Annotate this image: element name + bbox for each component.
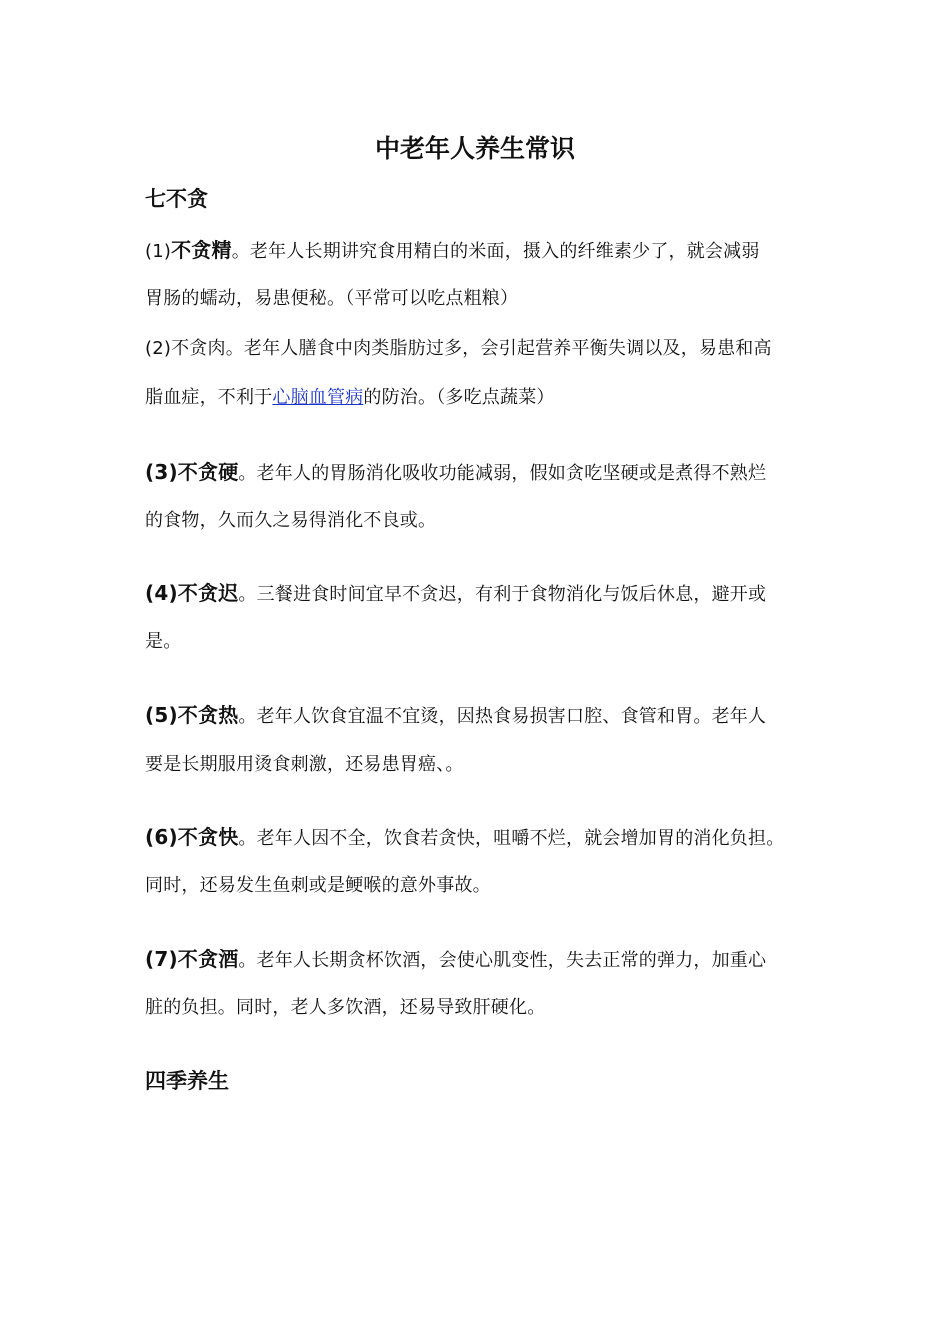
item-7-lead: (7)不贪酒 — [145, 947, 239, 971]
item-1-line-1 — [145, 236, 760, 266]
item-3-lead: (3)不贪硬 — [145, 460, 239, 484]
item-2-line-2 — [145, 384, 555, 412]
document-title: 中老年人养生常识 — [374, 134, 575, 163]
item-1-line-2: 胃肠的蠕动，易患便秘。（平常可以吃点粗粮） — [145, 288, 519, 309]
item-5-line-2: 要是长期服用烫食刺激，还易患胃癌、。 — [145, 754, 464, 775]
item-7-line-1 — [145, 945, 766, 975]
section-heading-seven-nots: 七不贪 — [145, 187, 208, 211]
item-2-suffix: 的防治。（多吃点蔬菜） — [363, 387, 555, 408]
item-7-line-2: 脏的负担。同时，老人多饮酒，还易导致肝硬化。 — [145, 997, 546, 1018]
item-1-text-1: 。老年人长期讲究食用精白的米面，摄入的纤维素少了，就会减弱 — [231, 241, 760, 262]
item-7-text-1: 。老年人长期贪杯饮酒，会使心肌变性，失去正常的弹力，加重心 — [238, 950, 767, 971]
item-3-line-2: 的食物，久而久之易得消化不良或。 — [145, 510, 437, 531]
item-3-line-1 — [145, 458, 766, 488]
item-6-line-1 — [145, 823, 784, 853]
item-4-line-1 — [145, 579, 766, 609]
item-2-prefix: 脂血症，不利于 — [145, 387, 273, 408]
item-2-line-1: (2)不贪肉。老年人膳食中肉类脂肪过多，会引起营养平衡失调以及，易患和高 — [145, 338, 772, 359]
item-6-line-2: 同时，还易发生鱼刺或是鲠喉的意外事故。 — [145, 875, 491, 896]
item-5-lead: (5)不贪热 — [145, 703, 239, 727]
item-4-line-2: 是。 — [145, 631, 182, 652]
item-4-text-1: 。三餐进食时间宜早不贪迟，有利于食物消化与饭后休息，避开或 — [238, 584, 767, 605]
item-1-lead: 不贪精 — [171, 238, 232, 262]
item-6-text-1: 。老年人因不全，饮食若贪快，咀嚼不烂，就会增加胃的消化负担。 — [238, 828, 785, 849]
section-heading-four-seasons: 四季养生 — [145, 1069, 229, 1093]
item-3-text-1: 。老年人的胃肠消化吸收功能减弱，假如贪吃坚硬或是煮得不熟烂 — [238, 463, 767, 484]
item-5-text-1: 。老年人饮食宜温不宜烫，因热食易损害口腔、食管和胃。老年人 — [238, 706, 767, 727]
cardiovascular-disease-link[interactable]: 心脑血管病 — [272, 387, 364, 408]
item-6-lead: (6)不贪快 — [145, 825, 239, 849]
item-4-lead: (4)不贪迟 — [145, 581, 239, 605]
item-5-line-1 — [145, 701, 766, 731]
item-1-number: (1) — [145, 241, 172, 262]
